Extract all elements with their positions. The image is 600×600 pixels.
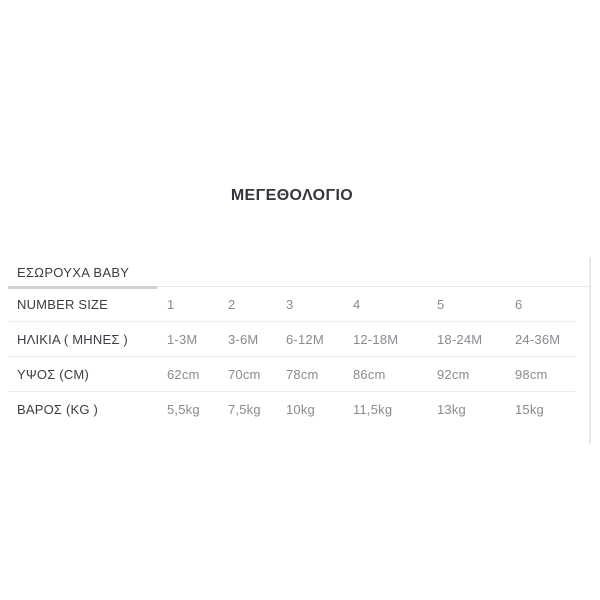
row-value: 1-3M <box>167 331 198 347</box>
row-label: ΥΨΟΣ (CM) <box>17 366 89 382</box>
row-value: 86cm <box>353 366 386 382</box>
size-chart-table <box>8 287 575 426</box>
header-size-5: 5 <box>437 296 445 312</box>
table-row-age <box>8 322 575 357</box>
row-value: 98cm <box>515 366 548 382</box>
tab-esoroucha-baby[interactable] <box>8 257 157 287</box>
header-label: NUMBER SIZE <box>17 296 109 312</box>
row-value: 3-6M <box>228 331 259 347</box>
tab-bar <box>8 257 592 287</box>
row-value: 12-18M <box>353 331 399 347</box>
header-size-2: 2 <box>228 296 236 312</box>
size-chart-widget <box>8 257 592 444</box>
header-size-6: 6 <box>515 296 523 312</box>
row-value: 15kg <box>515 401 544 417</box>
header-size-3: 3 <box>286 296 294 312</box>
row-value: 24-36M <box>515 331 561 347</box>
table-row-height <box>8 357 575 392</box>
row-label: ΗΛΙΚΙΑ ( ΜΗΝΕΣ ) <box>17 331 128 347</box>
header-size-4: 4 <box>353 296 361 312</box>
row-value: 6-12M <box>286 331 324 347</box>
table-header-row <box>8 287 575 322</box>
row-value: 13kg <box>437 401 466 417</box>
page-title: ΜΕΓΕΘΟΛΟΓΙΟ <box>230 187 354 204</box>
row-value: 78cm <box>286 366 319 382</box>
row-value: 62cm <box>167 366 200 382</box>
vertical-scrollbar[interactable] <box>589 257 591 444</box>
row-value: 10kg <box>286 401 315 417</box>
row-value: 7,5kg <box>228 401 261 417</box>
tab-label: ΕΣΩΡΟΥΧΑ BABY <box>17 264 130 280</box>
active-tab-underline <box>8 286 157 289</box>
header-size-1: 1 <box>167 296 175 312</box>
row-value: 18-24M <box>437 331 483 347</box>
row-value: 5,5kg <box>167 401 200 417</box>
row-value: 11,5kg <box>353 401 393 417</box>
row-value: 92cm <box>437 366 470 382</box>
table-row-weight <box>8 392 575 426</box>
row-value: 70cm <box>228 366 261 382</box>
row-label: ΒΑΡΟΣ (KG ) <box>17 401 99 417</box>
